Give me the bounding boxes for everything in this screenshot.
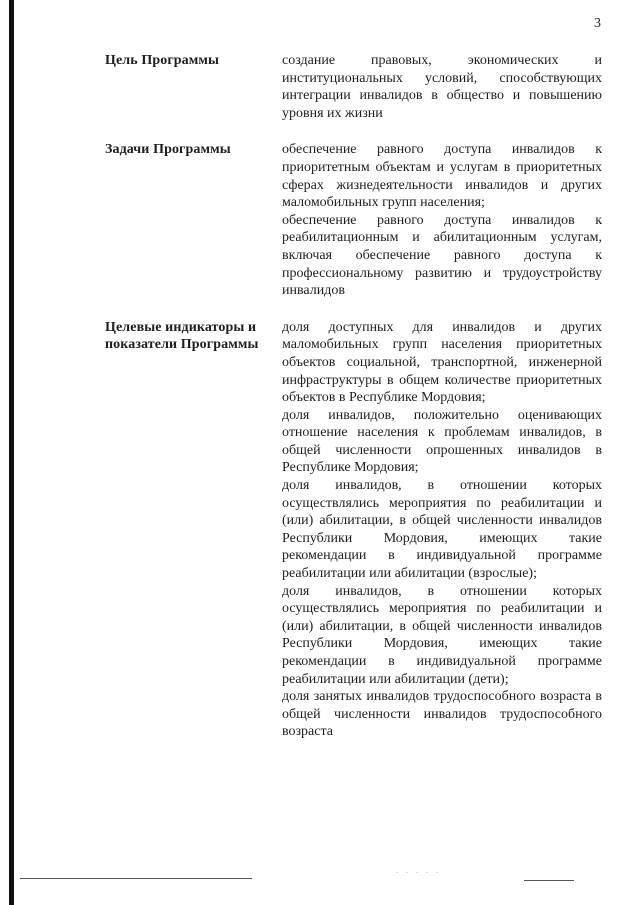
bottom-rule bbox=[524, 880, 574, 881]
paragraph: доля инвалидов, в отношении которых осуществлялись мероприятия по реабилитации и (или) абилитации, в общей численности инвалидов Республики Мордовия, имеющих такие рекомендации в индивидуальной программе реабилитации или абилитации (взрослые); bbox=[282, 478, 602, 582]
paragraph: создание правовых, экономических и институциональных условий, способствующих интеграции инвалидов в общество и повышению уровня их жизни bbox=[282, 53, 602, 121]
scan-edge-shadow bbox=[9, 0, 14, 905]
row-label: Задачи Программы bbox=[105, 142, 231, 158]
scan-artifact: . . . . . bbox=[396, 866, 441, 875]
page-number: 3 bbox=[594, 16, 601, 31]
row-label: Целевые индикаторы и показатели Программы bbox=[105, 319, 259, 353]
paragraph: доля занятых инвалидов трудоспособного возраста в общей численности инвалидов трудоспособного возраста bbox=[282, 689, 602, 740]
paragraph: доля доступных для инвалидов и других маломобильных групп населения приоритетных объектов социальной, транспортной, инженерной инфраструктуры в общем количестве приоритетных объектов в Республике Мордовия; bbox=[282, 319, 602, 406]
paragraph: обеспечение равного доступа инвалидов к реабилитационным и абилитационным услугам, включая обеспечение равного доступа к профессиональному развитию и трудоустройству инвалидов bbox=[282, 212, 602, 299]
paragraph: доля инвалидов, положительно оценивающих отношение населения к проблемам инвалидов, в общей численности опрошенных инвалидов в Республике Мордовия; bbox=[282, 407, 602, 476]
row-value bbox=[282, 141, 602, 299]
paragraph: доля инвалидов, в отношении которых осуществлялись мероприятия по реабилитации и (или) абилитации, в общей численности инвалидов Республики Мордовия, имеющих такие рекомендации в индивидуальной программе реабилитации или абилитации (дети); bbox=[282, 583, 602, 687]
row-goal bbox=[105, 52, 602, 122]
paragraph: обеспечение равного доступа инвалидов к приоритетным объектам и услугам в приоритетных сферах жизнедеятельности инвалидов и других маломобильных групп населения; bbox=[282, 142, 602, 211]
row-value bbox=[282, 319, 602, 741]
passport-table bbox=[105, 52, 602, 760]
bottom-rule bbox=[20, 878, 252, 879]
row-tasks bbox=[105, 141, 602, 299]
row-label: Цель Программы bbox=[105, 53, 220, 68]
row-value bbox=[282, 52, 602, 122]
row-indicators bbox=[105, 319, 602, 741]
